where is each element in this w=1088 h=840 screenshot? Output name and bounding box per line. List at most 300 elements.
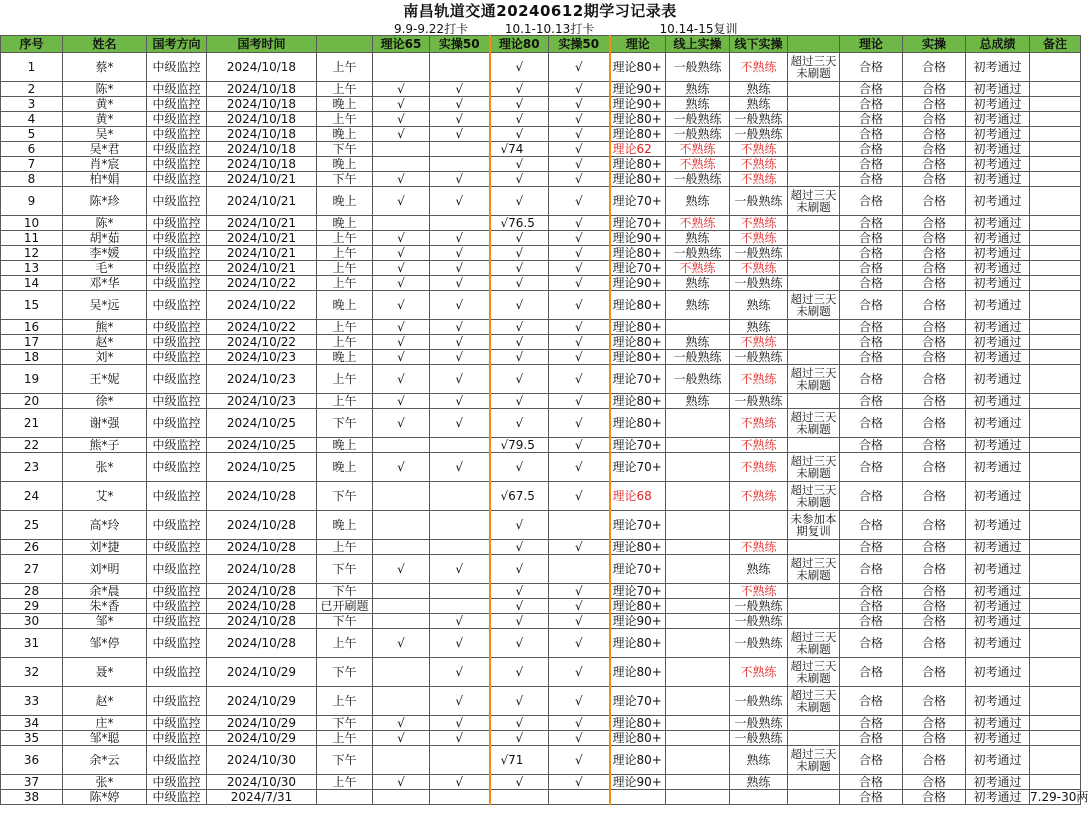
row-practice-grade: 合格 [903,365,966,394]
row-exam-date: 2024/10/22 [207,335,317,350]
row-theory-grade: 合格 [840,731,903,746]
row-practice50b [549,511,610,540]
row-remarks [1030,82,1081,97]
row-theory80: √ [490,365,549,394]
row-theory65: √ [373,112,430,127]
row-theory-grade: 合格 [840,246,903,261]
row-index: 35 [1,731,63,746]
row-direction: 中级监控 [147,112,207,127]
row-direction: 中级监控 [147,53,207,82]
row-online-practice: 一般熟练 [666,112,730,127]
row-direction: 中级监控 [147,687,207,716]
row-direction: 中级监控 [147,97,207,112]
row-name: 毛* [63,261,147,276]
table-row [1,629,1081,658]
row-exam-date: 2024/10/22 [207,320,317,335]
row-online-practice [666,658,730,687]
row-practice50a [430,584,490,599]
table-row [1,112,1081,127]
row-online-practice: 一般熟练 [666,350,730,365]
row-practice50a: √ [430,409,490,438]
header-offline-practice: 线下实操 [730,36,788,53]
row-practice50a [430,438,490,453]
row-exam-session: 上午 [317,82,373,97]
row-remarks [1030,629,1081,658]
row-total: 初考通过 [966,453,1030,482]
row-practice-grade: 合格 [903,172,966,187]
row-name: 徐* [63,394,147,409]
row-practice50b: √ [549,629,610,658]
row-direction: 中级监控 [147,82,207,97]
row-remarks [1030,142,1081,157]
row-online-practice: 一般熟练 [666,246,730,261]
row-note [788,112,840,127]
row-direction: 中级监控 [147,555,207,584]
row-remarks [1030,687,1081,716]
row-theory80: √67.5 [490,482,549,511]
row-theory-level: 理论70+ [610,216,666,231]
row-offline-practice: 熟练 [730,555,788,584]
row-practice50a: √ [430,112,490,127]
row-name: 黄* [63,97,147,112]
period-label: 10.1-10.13打卡 [490,22,610,36]
row-name: 艾* [63,482,147,511]
row-theory65: √ [373,453,430,482]
row-practice50b: √ [549,246,610,261]
row-theory65 [373,482,430,511]
row-theory-grade: 合格 [840,53,903,82]
row-total: 初考通过 [966,482,1030,511]
row-total: 初考通过 [966,82,1030,97]
row-name: 朱*香 [63,599,147,614]
column-header-row [1,36,1081,53]
row-name: 陈* [63,216,147,231]
row-practice-grade: 合格 [903,775,966,790]
row-total: 初考通过 [966,112,1030,127]
row-theory65: √ [373,365,430,394]
row-theory65: √ [373,97,430,112]
header-theory: 理论 [610,36,666,53]
row-theory-grade: 合格 [840,716,903,731]
row-total: 初考通过 [966,731,1030,746]
row-online-practice: 熟练 [666,335,730,350]
header-theory80: 理论80 [490,36,549,53]
row-practice-grade: 合格 [903,112,966,127]
table-row [1,540,1081,555]
row-theory80: √ [490,687,549,716]
row-name: 邹* [63,614,147,629]
row-note [788,216,840,231]
row-total: 初考通过 [966,350,1030,365]
row-direction: 中级监控 [147,409,207,438]
table-row [1,350,1081,365]
row-practice50a [430,482,490,511]
row-theory80: √ [490,97,549,112]
row-online-practice [666,482,730,511]
table-row [1,687,1081,716]
row-exam-session: 下午 [317,584,373,599]
row-practice50b: √ [549,187,610,216]
row-practice-grade: 合格 [903,231,966,246]
row-exam-date: 2024/10/25 [207,438,317,453]
row-theory-level: 理论90+ [610,97,666,112]
row-offline-practice: 熟练 [730,291,788,320]
row-name: 赵* [63,687,147,716]
row-exam-date: 2024/10/28 [207,629,317,658]
row-exam-session: 上午 [317,261,373,276]
row-practice-grade: 合格 [903,97,966,112]
row-offline-practice: 熟练 [730,775,788,790]
row-remarks [1030,112,1081,127]
table-row [1,261,1081,276]
row-remarks [1030,482,1081,511]
row-practice-grade: 合格 [903,584,966,599]
row-remarks [1030,53,1081,82]
row-index: 2 [1,82,63,97]
row-online-practice: 熟练 [666,231,730,246]
row-exam-date: 2024/10/21 [207,246,317,261]
row-theory-level: 理论80+ [610,320,666,335]
row-theory-grade: 合格 [840,511,903,540]
row-exam-session: 下午 [317,746,373,775]
row-name: 聂* [63,658,147,687]
row-offline-practice: 熟练 [730,82,788,97]
row-direction: 中级监控 [147,142,207,157]
row-total: 初考通过 [966,172,1030,187]
row-index: 1 [1,53,63,82]
row-direction: 中级监控 [147,775,207,790]
row-theory-level: 理论80+ [610,246,666,261]
row-exam-session: 晚上 [317,127,373,142]
row-name: 李*媛 [63,246,147,261]
header-online-practice: 线上实操 [666,36,730,53]
row-name: 张* [63,775,147,790]
row-offline-practice: 不熟练 [730,409,788,438]
row-exam-date: 2024/10/18 [207,53,317,82]
row-exam-date: 2024/10/28 [207,511,317,540]
row-theory-level: 理论80+ [610,394,666,409]
row-note [788,584,840,599]
row-total: 初考通过 [966,216,1030,231]
row-exam-date: 2024/10/28 [207,555,317,584]
row-name: 蔡* [63,53,147,82]
row-name: 吴* [63,127,147,142]
row-online-practice [666,409,730,438]
row-note [788,172,840,187]
row-theory65 [373,658,430,687]
row-exam-session: 晚上 [317,511,373,540]
row-theory80: √ [490,82,549,97]
row-note: 未参加本期复训 [788,511,840,540]
header-name: 姓名 [63,36,147,53]
row-theory65: √ [373,276,430,291]
row-practice50a [430,540,490,555]
table-row [1,775,1081,790]
row-direction: 中级监控 [147,746,207,775]
row-online-practice [666,320,730,335]
row-theory80: √ [490,716,549,731]
row-theory80: √ [490,775,549,790]
row-theory-level: 理论90+ [610,231,666,246]
row-theory-grade: 合格 [840,438,903,453]
row-direction: 中级监控 [147,350,207,365]
row-theory80: √ [490,511,549,540]
row-theory80: √ [490,276,549,291]
row-practice50a: √ [430,394,490,409]
row-remarks: 7.29-30两 [1030,790,1088,804]
row-note [788,775,840,790]
row-online-practice [666,540,730,555]
table-row [1,172,1081,187]
row-remarks [1030,97,1081,112]
row-theory80: √ [490,291,549,320]
row-theory65 [373,216,430,231]
row-index: 3 [1,97,63,112]
row-practice-grade: 合格 [903,157,966,172]
row-note: 超过三天未刷题 [788,629,840,658]
row-note [788,350,840,365]
row-offline-practice: 不熟练 [730,584,788,599]
row-practice-grade: 合格 [903,599,966,614]
row-index: 23 [1,453,63,482]
row-practice50a: √ [430,246,490,261]
row-exam-session: 下午 [317,172,373,187]
row-online-practice [666,614,730,629]
row-remarks [1030,394,1081,409]
row-exam-date: 2024/10/22 [207,276,317,291]
row-exam-session [317,790,373,805]
row-name: 陈* [63,82,147,97]
row-exam-date: 2024/10/22 [207,291,317,320]
row-direction: 中级监控 [147,438,207,453]
row-exam-session: 晚上 [317,216,373,231]
row-note [788,231,840,246]
header-theory65: 理论65 [373,36,430,53]
header-exam-session [317,36,373,53]
row-offline-practice: 一般熟练 [730,687,788,716]
row-online-practice [666,584,730,599]
row-theory-level: 理论70+ [610,453,666,482]
row-remarks [1030,614,1081,629]
row-practice50a: √ [430,276,490,291]
row-remarks [1030,231,1081,246]
row-note [788,261,840,276]
row-remarks [1030,172,1081,187]
table-row [1,127,1081,142]
row-practice50a: √ [430,775,490,790]
row-theory80: √ [490,599,549,614]
row-practice50a: √ [430,350,490,365]
table-row [1,246,1081,261]
header-practice50b: 实操50 [549,36,610,53]
row-name: 柏*娟 [63,172,147,187]
row-note: 超过三天未刷题 [788,482,840,511]
row-online-practice: 熟练 [666,82,730,97]
table-row [1,142,1081,157]
row-index: 16 [1,320,63,335]
row-direction: 中级监控 [147,157,207,172]
row-remarks [1030,276,1081,291]
row-theory65 [373,599,430,614]
row-theory80: √ [490,187,549,216]
row-practice50a: √ [430,261,490,276]
row-theory-grade: 合格 [840,320,903,335]
row-index: 17 [1,335,63,350]
row-remarks [1030,320,1081,335]
row-practice50a: √ [430,716,490,731]
row-total: 初考通过 [966,97,1030,112]
row-online-practice: 熟练 [666,394,730,409]
row-practice-grade: 合格 [903,127,966,142]
row-practice-grade: 合格 [903,790,966,805]
row-direction: 中级监控 [147,231,207,246]
row-direction: 中级监控 [147,599,207,614]
row-practice50b: √ [549,746,610,775]
row-name: 刘*捷 [63,540,147,555]
row-total: 初考通过 [966,261,1030,276]
row-name: 黄* [63,112,147,127]
row-theory-grade: 合格 [840,187,903,216]
row-offline-practice: 不熟练 [730,658,788,687]
row-theory65: √ [373,350,430,365]
row-practice-grade: 合格 [903,540,966,555]
row-remarks [1030,246,1081,261]
row-practice50b: √ [549,261,610,276]
row-note [788,790,840,805]
row-practice50b: √ [549,614,610,629]
row-note: 超过三天未刷题 [788,746,840,775]
row-note [788,599,840,614]
row-note: 超过三天未刷题 [788,291,840,320]
row-remarks [1030,409,1081,438]
row-direction: 中级监控 [147,246,207,261]
row-practice50a: √ [430,365,490,394]
row-index: 32 [1,658,63,687]
row-total: 初考通过 [966,599,1030,614]
row-exam-session: 上午 [317,775,373,790]
row-theory80: √ [490,409,549,438]
row-theory-level: 理论62 [610,142,666,157]
row-name: 刘*明 [63,555,147,584]
row-theory-grade: 合格 [840,790,903,805]
row-total: 初考通过 [966,555,1030,584]
row-index: 11 [1,231,63,246]
row-practice-grade: 合格 [903,511,966,540]
row-practice50a: √ [430,127,490,142]
row-theory-grade: 合格 [840,350,903,365]
row-total: 初考通过 [966,438,1030,453]
row-total: 初考通过 [966,775,1030,790]
row-exam-date: 2024/10/28 [207,540,317,555]
row-total: 初考通过 [966,127,1030,142]
row-exam-date: 2024/10/21 [207,261,317,276]
row-theory-grade: 合格 [840,584,903,599]
table-row [1,320,1081,335]
row-exam-session: 已开刷题 [317,599,373,614]
row-theory65: √ [373,335,430,350]
row-theory80: √76.5 [490,216,549,231]
row-name: 刘* [63,350,147,365]
row-theory65: √ [373,409,430,438]
row-index: 36 [1,746,63,775]
row-practice50b: √ [549,365,610,394]
row-theory65 [373,438,430,453]
row-offline-practice [730,790,788,805]
row-offline-practice: 不熟练 [730,540,788,555]
row-exam-date: 2024/10/29 [207,687,317,716]
row-note [788,127,840,142]
row-index: 37 [1,775,63,790]
row-practice50a: √ [430,82,490,97]
table-row [1,482,1081,511]
row-practice-grade: 合格 [903,453,966,482]
row-offline-practice: 不熟练 [730,453,788,482]
row-practice-grade: 合格 [903,320,966,335]
row-name: 肖*宸 [63,157,147,172]
row-note: 超过三天未刷题 [788,687,840,716]
row-practice50b: √ [549,97,610,112]
row-theory80: √ [490,246,549,261]
row-theory-level: 理论80+ [610,157,666,172]
row-name: 熊* [63,320,147,335]
row-direction: 中级监控 [147,172,207,187]
row-online-practice: 一般熟练 [666,172,730,187]
row-direction: 中级监控 [147,320,207,335]
row-theory80: √ [490,540,549,555]
row-practice50b: √ [549,291,610,320]
row-theory80: √ [490,335,549,350]
table-row [1,453,1081,482]
row-remarks [1030,438,1081,453]
header-exam-date: 国考时间 [207,36,317,53]
row-index: 24 [1,482,63,511]
period-subheader-row [1,22,1081,36]
row-theory80: √ [490,172,549,187]
row-index: 21 [1,409,63,438]
row-name: 熊*子 [63,438,147,453]
row-theory-grade: 合格 [840,599,903,614]
row-online-practice [666,687,730,716]
row-exam-session: 下午 [317,555,373,584]
row-theory-grade: 合格 [840,261,903,276]
row-practice50a: √ [430,320,490,335]
row-practice50b: √ [549,584,610,599]
row-theory-grade: 合格 [840,172,903,187]
row-online-practice: 不熟练 [666,261,730,276]
row-remarks [1030,555,1081,584]
row-exam-session: 下午 [317,614,373,629]
row-theory-grade: 合格 [840,82,903,97]
row-exam-session: 晚上 [317,187,373,216]
row-remarks [1030,350,1081,365]
row-note: 超过三天未刷题 [788,658,840,687]
row-exam-date: 2024/10/18 [207,112,317,127]
row-practice50b: √ [549,127,610,142]
table-row [1,394,1081,409]
row-theory-grade: 合格 [840,365,903,394]
row-offline-practice: 熟练 [730,746,788,775]
row-theory-level: 理论90+ [610,775,666,790]
row-name: 张* [63,453,147,482]
row-index: 34 [1,716,63,731]
row-total: 初考通过 [966,187,1030,216]
row-exam-session: 上午 [317,365,373,394]
row-exam-session: 下午 [317,658,373,687]
row-theory65: √ [373,716,430,731]
row-practice50b: √ [549,658,610,687]
row-practice50a [430,157,490,172]
row-offline-practice: 一般熟练 [730,731,788,746]
